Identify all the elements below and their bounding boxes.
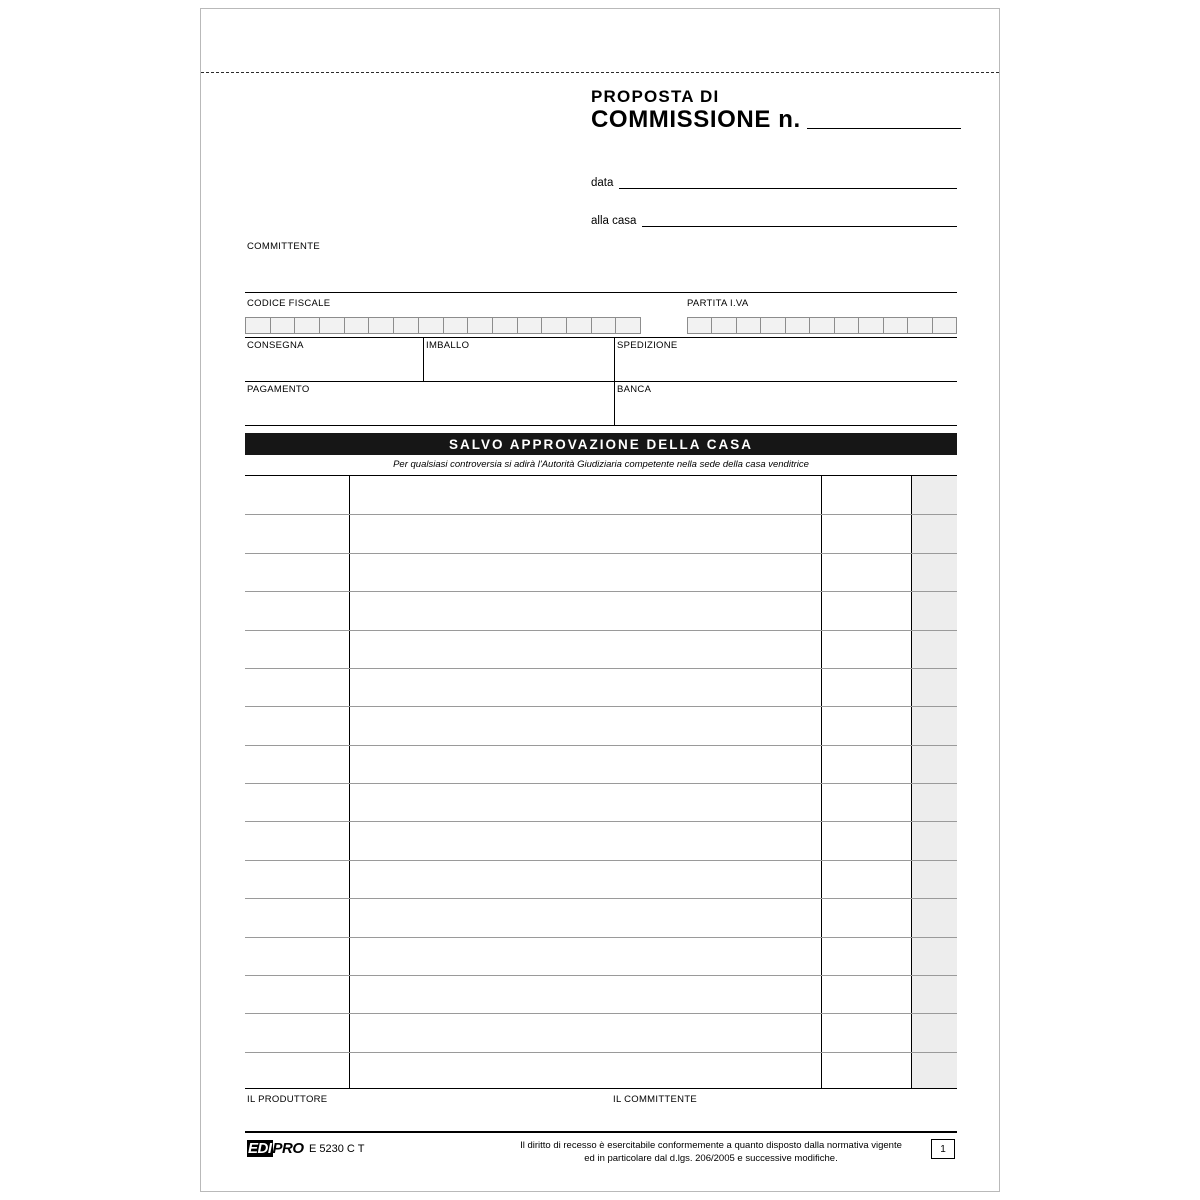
committente-label: COMMITTENTE — [247, 241, 320, 252]
comb-cell[interactable] — [786, 318, 810, 333]
table-row[interactable] — [245, 898, 957, 899]
brand-mark: EDI — [248, 1140, 272, 1157]
table-row[interactable] — [245, 860, 957, 861]
comb-cell[interactable] — [369, 318, 394, 333]
row-divider-top — [245, 337, 957, 338]
jurisdiction-note: Per qualsiasi controversia si adirà l'Autorità Giudiziaria competente nella sede della casa venditrice — [393, 459, 809, 470]
spedizione-label: SPEDIZIONE — [617, 340, 678, 351]
table-row[interactable] — [245, 706, 957, 707]
items-table[interactable] — [245, 475, 957, 1089]
disclaimer-line-1: Il diritto di recesso è esercitabile conformemente a quanto disposto dalla normativa vigente — [520, 1140, 902, 1151]
comb-cell[interactable] — [518, 318, 543, 333]
codice-fiscale-comb-field[interactable] — [245, 317, 641, 334]
comb-cell[interactable] — [320, 318, 345, 333]
vertical-divider-imballo — [423, 337, 424, 381]
comb-cell[interactable] — [246, 318, 271, 333]
table-row[interactable] — [245, 783, 957, 784]
disclaimer-line-2: ed in particolare dal d.lgs. 206/2005 e successive modifiche. — [584, 1153, 838, 1164]
comb-cell[interactable] — [616, 318, 640, 333]
banca-label: BANCA — [617, 384, 652, 395]
form-page — [200, 8, 1000, 1192]
table-row[interactable] — [245, 668, 957, 669]
alla-casa-input-rule[interactable] — [642, 215, 957, 227]
field-data[interactable] — [591, 177, 957, 189]
perforation-line — [201, 72, 999, 73]
product-code: E 5230 C T — [309, 1143, 365, 1155]
approval-banner: SALVO APPROVAZIONE DELLA CASA — [245, 433, 957, 455]
table-column-divider-2 — [821, 476, 822, 1088]
comb-cell[interactable] — [810, 318, 834, 333]
table-row[interactable] — [245, 1013, 957, 1014]
comb-cell[interactable] — [712, 318, 736, 333]
row-divider-mid — [245, 381, 957, 382]
footer-divider — [245, 1131, 957, 1133]
partita-iva-label: PARTITA I.VA — [687, 298, 749, 309]
table-row[interactable] — [245, 975, 957, 976]
data-input-rule[interactable] — [619, 177, 957, 189]
table-row[interactable] — [245, 514, 957, 515]
comb-cell[interactable] — [933, 318, 956, 333]
comb-cell[interactable] — [908, 318, 932, 333]
row-divider-bottom — [245, 425, 957, 426]
comb-cell[interactable] — [542, 318, 567, 333]
committente-signature-label: IL COMMITTENTE — [613, 1094, 698, 1105]
table-row[interactable] — [245, 630, 957, 631]
table-row[interactable] — [245, 591, 957, 592]
comb-cell[interactable] — [761, 318, 785, 333]
codice-fiscale-label: CODICE FISCALE — [247, 298, 331, 309]
brand-rest: PRO — [272, 1140, 304, 1157]
comb-cell[interactable] — [295, 318, 320, 333]
comb-cell[interactable] — [567, 318, 592, 333]
comb-cell[interactable] — [592, 318, 617, 333]
comb-cell[interactable] — [419, 318, 444, 333]
comb-cell[interactable] — [345, 318, 370, 333]
document-title-block — [591, 87, 961, 133]
comb-cell[interactable] — [394, 318, 419, 333]
brand-logo — [247, 1140, 304, 1157]
table-row[interactable] — [245, 553, 957, 554]
comb-cell[interactable] — [468, 318, 493, 333]
table-row[interactable] — [245, 821, 957, 822]
comb-cell[interactable] — [884, 318, 908, 333]
table-shaded-column — [911, 476, 957, 1088]
produttore-signature-label: IL PRODUTTORE — [247, 1094, 328, 1105]
comb-cell[interactable] — [835, 318, 859, 333]
field-alla-casa[interactable] — [591, 215, 957, 227]
consegna-label: CONSEGNA — [247, 340, 304, 351]
footer-disclaimer — [501, 1139, 921, 1165]
title-small: PROPOSTA DI — [591, 87, 720, 106]
comb-cell[interactable] — [493, 318, 518, 333]
comb-cell[interactable] — [737, 318, 761, 333]
pagamento-label: PAGAMENTO — [247, 384, 310, 395]
committente-input-rule[interactable] — [245, 292, 957, 293]
commission-number-rule[interactable] — [807, 128, 961, 129]
imballo-label: IMBALLO — [426, 340, 470, 351]
table-column-divider-3 — [911, 476, 912, 1088]
comb-cell[interactable] — [859, 318, 883, 333]
vertical-divider-spedizione — [614, 337, 615, 425]
table-column-divider-1 — [349, 476, 350, 1088]
page-number-box: 1 — [931, 1139, 955, 1159]
comb-cell[interactable] — [271, 318, 296, 333]
table-row[interactable] — [245, 1052, 957, 1053]
alla-casa-label: alla casa — [591, 215, 637, 227]
comb-cell[interactable] — [444, 318, 469, 333]
comb-cell[interactable] — [688, 318, 712, 333]
table-row[interactable] — [245, 937, 957, 938]
partita-iva-comb-field[interactable] — [687, 317, 957, 334]
data-label: data — [591, 177, 614, 189]
table-row[interactable] — [245, 745, 957, 746]
page-title: COMMISSIONE n. — [591, 106, 801, 133]
